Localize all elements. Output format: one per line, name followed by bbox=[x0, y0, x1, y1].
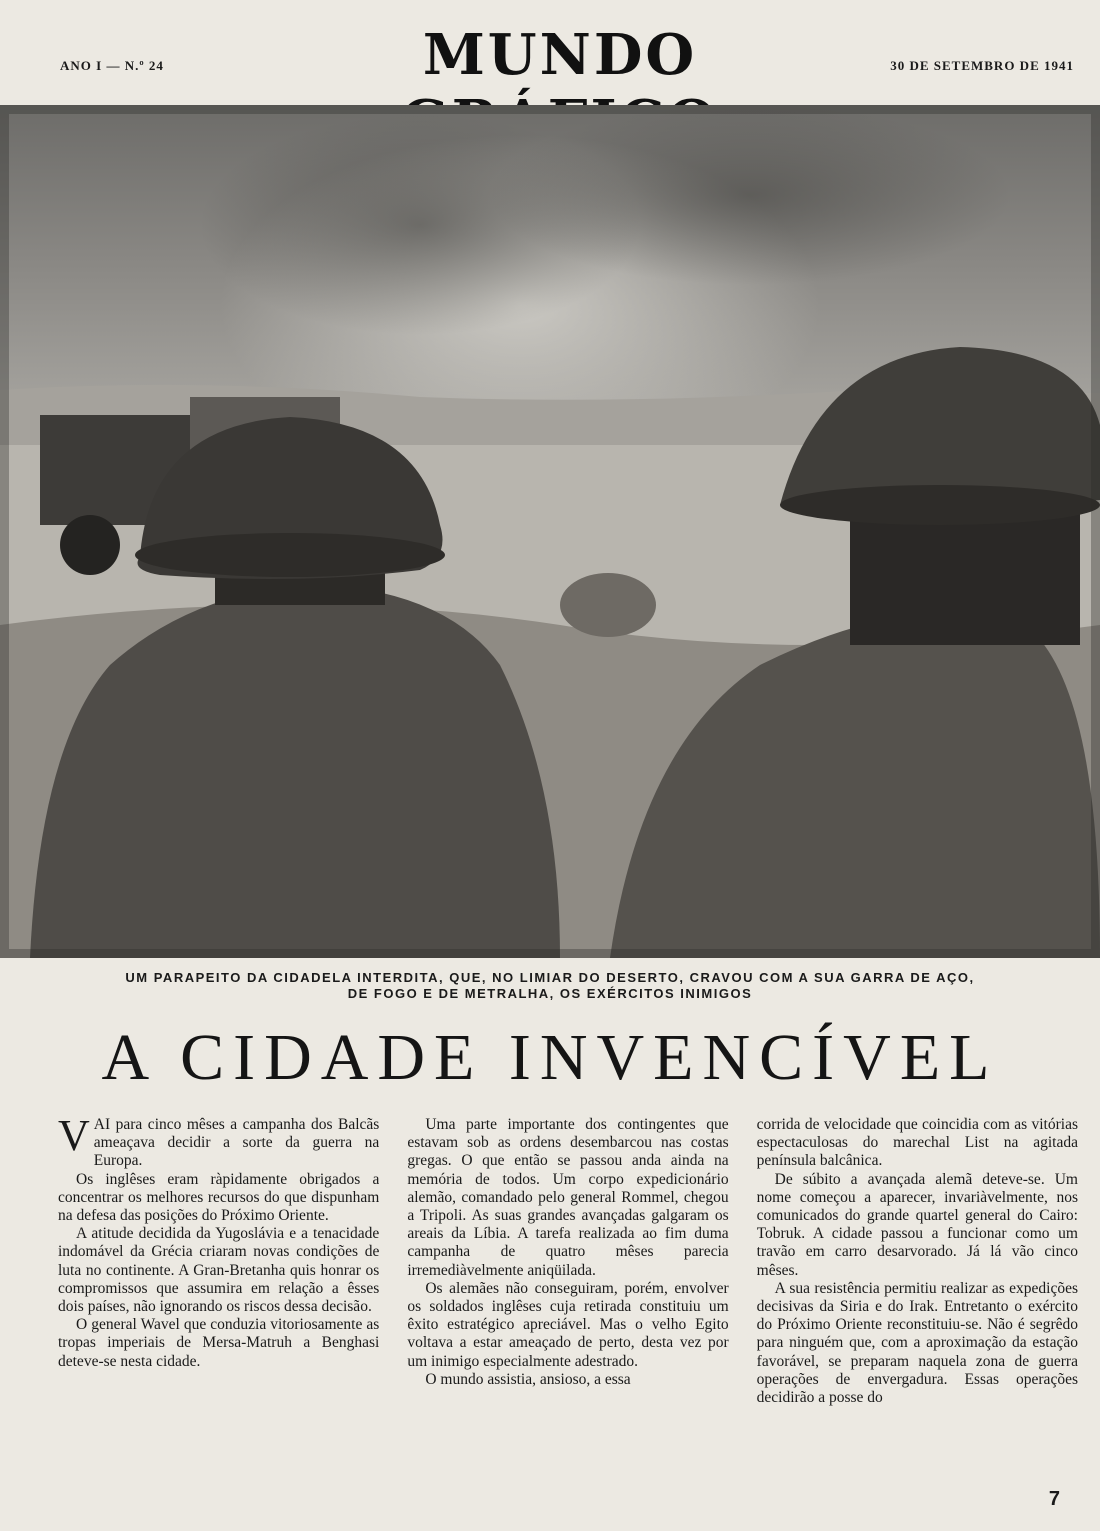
drop-cap: V bbox=[58, 1116, 90, 1160]
caption-line-2: DE FOGO E DE METRALHA, OS EXÉRCITOS INIMIGOS bbox=[347, 986, 753, 1001]
article-headline: A CIDADE INVENCÍVEL bbox=[101, 1021, 999, 1094]
paragraph: Os inglêses eram ràpidamente obrigados a concentrar os melhores recursos do que dispunham na defesa das posições do Próximo Oriente. bbox=[58, 1170, 380, 1225]
paragraph: Os alemães não conseguiram, porém, envolver os soldados inglêses cuja retirada constituiu um êxito estratégico apreciável. Mas o velho Egito voltava a estar ameaçado de perto, desta vez por um inimigo especialmente adestrado. bbox=[407, 1279, 729, 1370]
paragraph: De súbito a avançada alemã deteve-se. Um nome começou a aparecer, invariàvelmente, nos comunicados do grande quartel general do Cairo: Tobruk. A cidade passou a funcionar como um travão em carro desarvorado. Já lá vão cinco mêses. bbox=[756, 1170, 1078, 1279]
paragraph: A sua resistência permitiu realizar as expedições decisivas da Siria e do Irak. Entretanto o exército do Próximo Oriente reconstituiu-se. Não é segrêdo para ninguém que, com a aproximação da estação favorável, se preparam naquela zona de guerra operações de envergadura. Essas operações decidirão a posse do bbox=[756, 1279, 1078, 1407]
article-column-1 bbox=[58, 1116, 379, 1456]
caption-line-1: UM PARAPEITO DA CIDADELA INTERDITA, QUE, NO LIMIAR DO DESERTO, CRAVOU COM A SUA GARRA DE AÇO, bbox=[125, 970, 975, 985]
photo-caption bbox=[60, 970, 1040, 1002]
article-column-2 bbox=[407, 1116, 728, 1456]
article-column-3 bbox=[757, 1116, 1078, 1456]
paragraph: O general Wavel que conduzia vitoriosamente as tropas imperiais de Mersa-Matruh a Benghasi deteve-se nesta cidade. bbox=[58, 1316, 380, 1370]
paragraph bbox=[58, 1116, 379, 1171]
paragraph: corrida de velocidade que coincidia com as vitórias espectaculosas do marechal List na agitada península balcânica. bbox=[756, 1116, 1078, 1170]
article-body bbox=[58, 1116, 1078, 1456]
paragraph: Uma parte importante dos contingentes que estavam sob as ordens desembarcou nas costas gregas. O que então se passou anda ainda na memória de todos. Um corpo expedicionário alemão, comandado pelo general Rommel, chegou a Tripoli. As suas grandes avançadas galgaram os areais da Líbia. A tarefa realizada ao fim duma campanha de quatro mêses parecia irremediàvelmente aniqüilada. bbox=[407, 1116, 729, 1279]
issue-date: 30 DE SETEMBRO DE 1941 bbox=[890, 58, 1074, 73]
paragraph: A atitude decidida da Yugoslávia e a tenacidade indomável da Grécia criaram novas condições de luta no continente. A Gran-Bretanha quis honrar os compromissos que assumira em relação a êsses dois países, não ignorando os riscos dessa decisão. bbox=[58, 1225, 380, 1316]
paragraph-text: AI para cinco mêses a campanha dos Balcãs ameaçava decidir a sorte da guerra na Europa. bbox=[93, 1116, 380, 1170]
page-number: 7 bbox=[1048, 1488, 1060, 1510]
publication-title: MUNDO bbox=[422, 22, 698, 88]
photo-illustration bbox=[0, 105, 1100, 958]
photo-soldiers-desert-icon bbox=[0, 105, 1100, 958]
paragraph: O mundo assistia, ansioso, a essa bbox=[425, 1370, 631, 1388]
issue-number: ANO I — N.º 24 bbox=[60, 58, 164, 73]
masthead bbox=[0, 0, 1100, 105]
